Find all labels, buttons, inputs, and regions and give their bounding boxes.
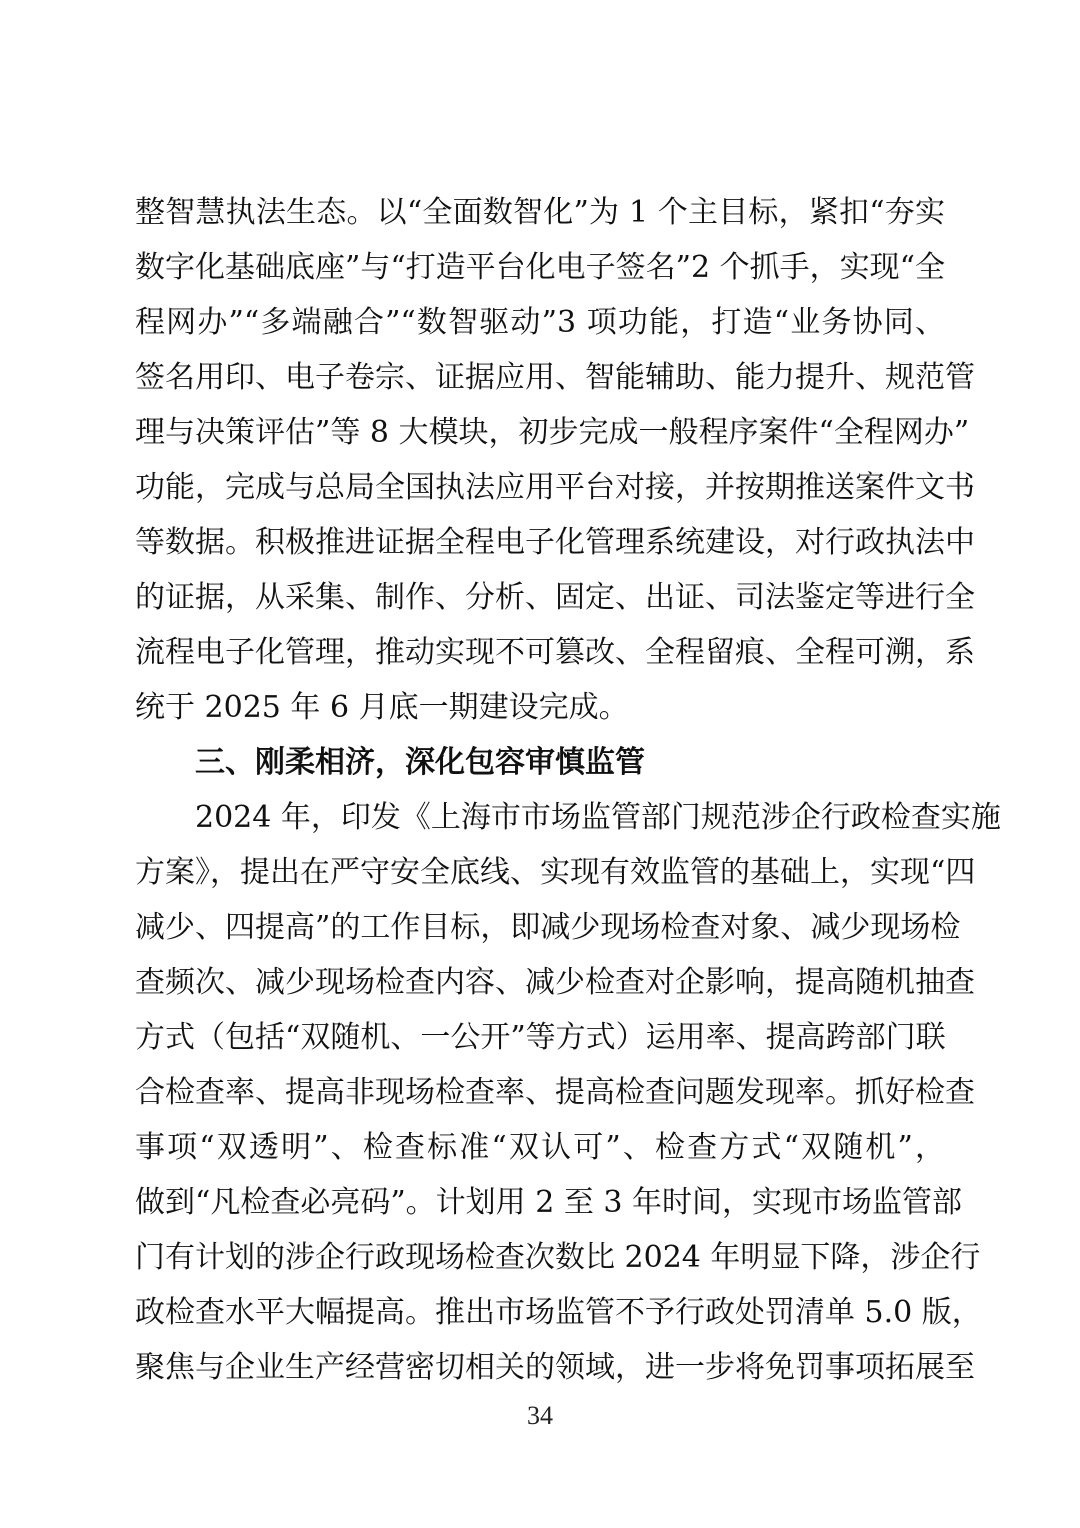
body-text-line: 门有计划的涉企行政现场检查次数比 2024 年明显下降，涉企行 [135,1240,981,1275]
section-heading: 三、刚柔相济，深化包容审慎监管 [195,745,645,780]
body-text-line: 整智慧执法生态。以“全面数智化”为 1 个主目标，紧扣“夯实 [135,195,945,230]
body-text-line: 合检查率、提高非现场检查率、提高检查问题发现率。抓好检查 [135,1075,975,1110]
body-text-line: 理与决策评估”等 8 大模块，初步完成一般程序案件“全程网办” [135,415,970,450]
body-text-line: 方式（包括“双随机、一公开”等方式）运用率、提高跨部门联 [135,1020,946,1055]
body-text-line: 方案》，提出在严守安全底线、实现有效监管的基础上，实现“四 [135,855,976,890]
body-text-line: 程网办”“多端融合”“数智驱动”3 项功能，打造“业务协同、 [135,305,945,340]
body-text-line: 的证据，从采集、制作、分析、固定、出证、司法鉴定等进行全 [135,580,975,615]
body-text-line: 做到“凡检查必亮码”。计划用 2 至 3 年时间，实现市场监管部 [135,1185,962,1220]
body-text-line: 事项“双透明”、检查标准“双认可”、检查方式“双随机”， [135,1130,945,1165]
body-text-line: 聚焦与企业生产经营密切相关的领域，进一步将免罚事项拓展至 [135,1350,975,1385]
body-text-line: 减少、四提高”的工作目标，即减少现场检查对象、减少现场检 [135,910,961,945]
body-text-line: 政检查水平大幅提高。推出市场监管不予行政处罚清单 5.0 版， [135,1295,982,1330]
body-text-line: 功能，完成与总局全国执法应用平台对接，并按期推送案件文书 [135,470,975,505]
body-text-line: 流程电子化管理，推动实现不可篡改、全程留痕、全程可溯，系 [135,635,975,670]
body-text-line: 统于 2025 年 6 月底一期建设完成。 [135,690,629,725]
body-text-line: 数字化基础底座”与“打造平台化电子签名”2 个抓手，实现“全 [135,250,945,285]
body-text-line: 查频次、减少现场检查内容、减少检查对企影响，提高随机抽查 [135,965,975,1000]
body-text-line: 2024 年，印发《上海市市场监管部门规范涉企行政检查实施 [195,800,1001,835]
body-text-line: 签名用印、电子卷宗、证据应用、智能辅助、能力提升、规范管 [135,360,975,395]
page-number: 34 [527,1401,553,1430]
body-text-line: 等数据。积极推进证据全程电子化管理系统建设，对行政执法中 [135,525,975,560]
